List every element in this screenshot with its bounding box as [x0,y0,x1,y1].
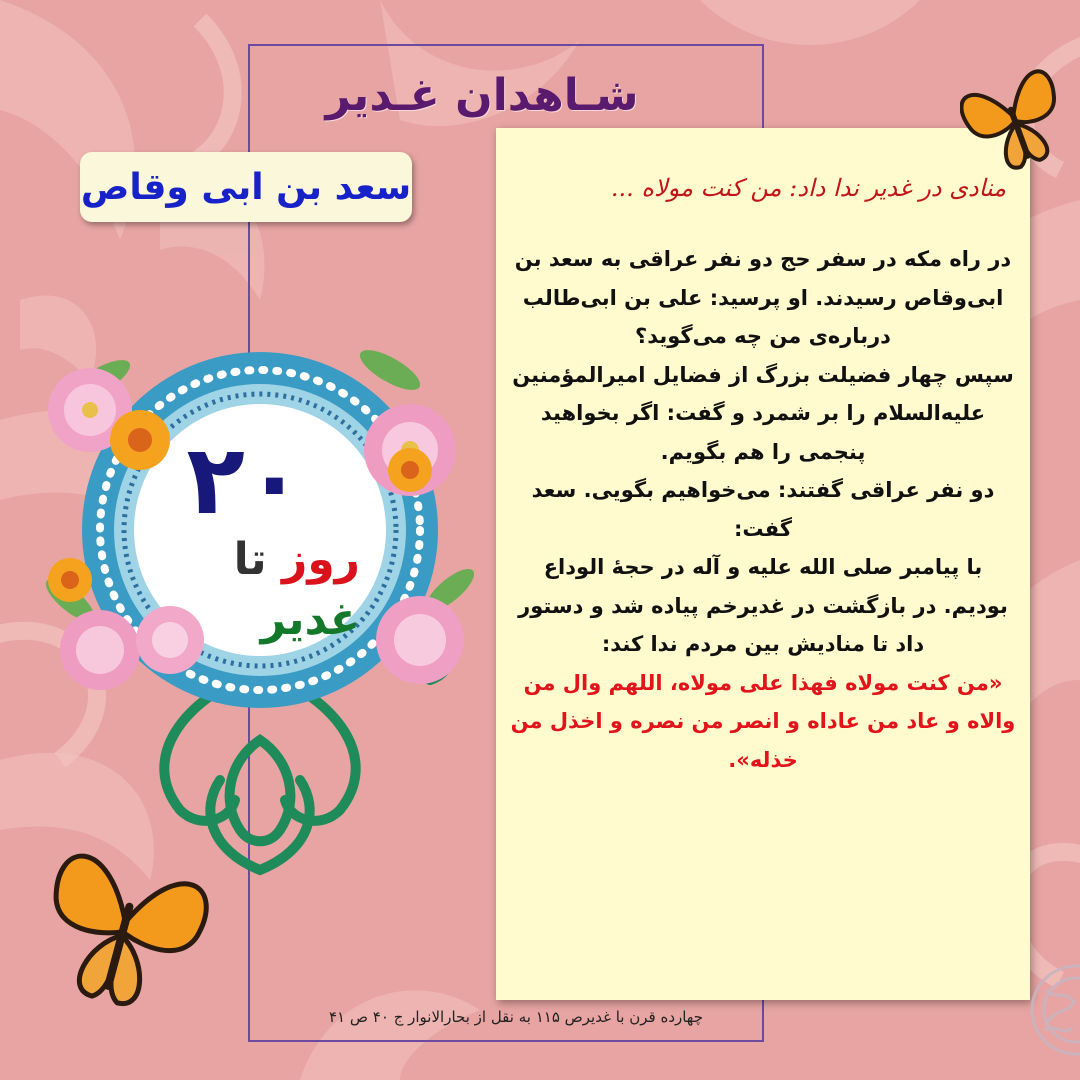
narrative-text [496,240,1030,779]
content-subtitle: منادی در غدیر ندا داد: من کنت مولاه ... [610,174,1006,202]
source-footnote: چهارده قرن با غدیرص ۱۱۵ به نقل از بحارالانوار ج ۴۰ ص ۴۱ [329,1008,703,1026]
content-panel [496,128,1030,1000]
paragraph: دو نفر عراقی گفتند: می‌خواهیم بگویی. سعد گفت: [531,478,995,541]
countdown-word-days: روز [281,534,360,585]
butterfly-icon [36,832,212,1022]
countdown-label [130,530,360,650]
countdown-number: ۲۰ [186,424,304,536]
calligraphy-seal-icon [1016,960,1080,1060]
countdown-box [130,424,360,645]
hadith-quote: «من کنت مولاه فهذا علی مولاه، اللهم وال من والاه و عاد من عاداه و انصر من نصره و اخذل من خذله». [510,670,1016,772]
paragraph: در راه مکه در سفر حج دو نفر عراقی به سعد بن ابی‌وقاص رسیدند. او پرسید: علی بن ابی‌طالب درباره‌ی من چه می‌گوید؟ [514,247,1012,348]
person-name: سعد بن ابی وقاص [80,166,412,208]
countdown-word-to: تا [233,534,267,585]
paragraph: با پیامبر صلی الله علیه و آله در حجهٔ الوداع بودیم. در بازگشت در غدیرخم پیاده شد و دستور داد تا منادیش بین مردم ندا کند: [518,555,1008,656]
person-name-box [80,152,412,222]
title-bar [272,60,692,130]
page-title: شـاهدان غـدیر [325,69,639,121]
countdown-word-ghadir: غدیر [260,594,360,645]
paragraph: سپس چهار فضیلت بزرگ از فضایل امیرالمؤمنین علیه‌السلام را بر شمرد و گفت: اگر بخواهید پنجمی را هم بگویم. [512,362,1014,464]
butterfly-icon [960,56,1070,186]
